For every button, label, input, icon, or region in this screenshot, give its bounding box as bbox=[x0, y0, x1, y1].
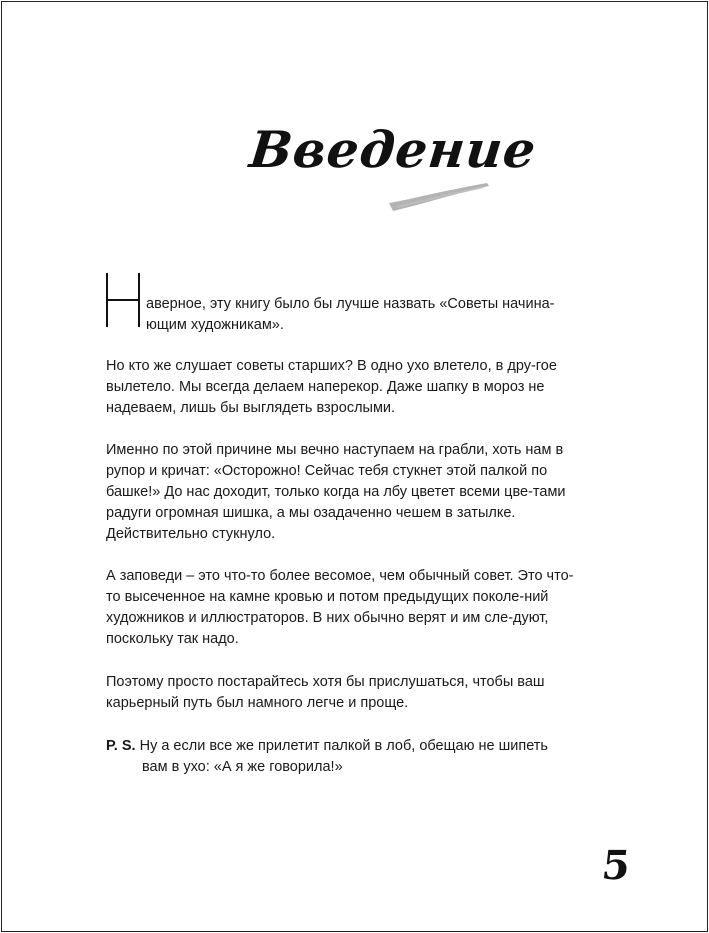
book-page bbox=[1, 1, 708, 932]
postscript-line-1: Ну а если все же прилетит палкой в лоб, обещаю не шипеть bbox=[139, 738, 548, 754]
intro-paragraph: аверное, эту книгу было бы лучше назвать «Советы начина-ющим художникам». bbox=[146, 296, 555, 333]
paragraph-3: Именно по этой причине мы вечно наступаем на грабли, хоть нам в рупор и кричат: «Осторожно! Сейчас тебя стукнет этой палкой по башке!» До нас доходит, только когда на лбу цветет всеми цве-тами радуги огромная шишка, а мы озадаченно чешем в затылке. Действительно стукнуло. bbox=[106, 442, 566, 542]
paragraph-5: Поэтому просто постарайтесь хотя бы прислушаться, чтобы ваш карьерный путь был намного легче и проще. bbox=[106, 674, 545, 711]
postscript bbox=[106, 736, 581, 778]
paragraph-2: Но кто же слушает советы старших? В одно ухо влетело, в дру-гое вылетело. Мы всегда делаем наперекор. Даже шапку в мороз не надеваем, лишь бы выглядеть взрослыми. bbox=[106, 358, 557, 416]
postscript-line-2: вам в ухо: «А я же говорила!» bbox=[142, 759, 343, 775]
paragraph-4: А заповеди – это что-то более весомое, чем обычный совет. Это что-то высеченное на камне кровью и потом предыдущих поколе-ний художников и иллюстраторов. В них обычно верят и им сле-дуют, поскольку так надо. bbox=[106, 568, 574, 647]
postscript-label: P. S. bbox=[106, 738, 136, 754]
drop-cap-letter bbox=[106, 273, 140, 327]
page-number: 5 bbox=[599, 842, 633, 889]
brush-stroke bbox=[387, 177, 492, 213]
chapter-title: Введение bbox=[246, 120, 540, 179]
